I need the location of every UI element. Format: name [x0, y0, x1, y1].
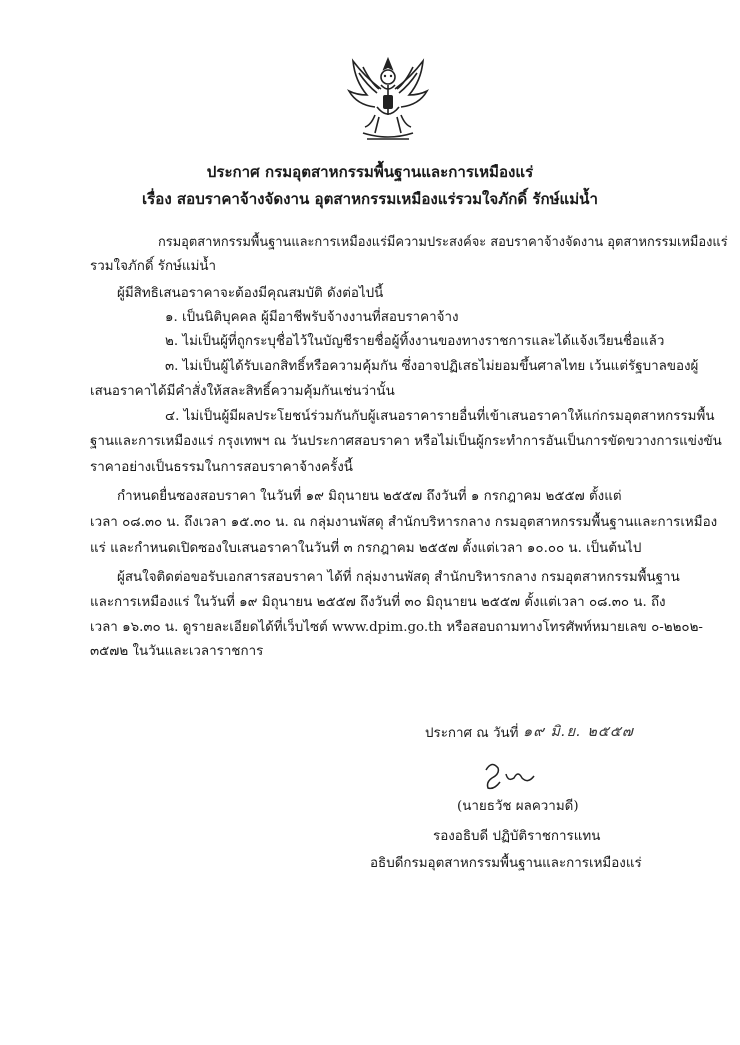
qualification-item-3-cont: เสนอราคาได้มีคำสั่งให้สละสิทธิ์ความคุ้มกันเช่นว่านั้น: [90, 384, 395, 399]
announcement-subject: เรื่อง สอบราคาจ้างจัดงาน อุตสาหกรรมเหมืองแร่รวมใจภักดิ์ รักษ์แม่น้ำ: [142, 190, 598, 208]
bid-opening-date: แร่ และกำหนดเปิดซองใบเสนอราคาในวันที่ ๓ กรกฎาคม ๒๕๕๗ ตั้งแต่เวลา ๑๐.๐๐ น. เป็นต้นไป: [90, 541, 642, 556]
announced-date: ๑๙ มิ.ย. ๒๕๕๗: [523, 724, 634, 740]
qualification-item-4: ๔. ไม่เป็นผู้มีผลประโยชน์ร่วมกันกับผู้เสนอราคารายอื่นที่เข้าเสนอราคาให้แก่กรมอุตสาหกรรมพื้น: [165, 409, 715, 424]
qualification-item-2: ๒. ไม่เป็นผู้ที่ถูกระบุชื่อไว้ในบัญชีรายชื่อผู้ทิ้งงานของทางราชการและได้แจ้งเวียนชื่อแล้ว: [165, 334, 665, 349]
intro-line-2: รวมใจภักดิ์ รักษ์แม่น้ำ: [90, 259, 217, 274]
submission-deadline: กำหนดยื่นซองสอบราคา ในวันที่ ๑๙ มิถุนายน ๒๕๕๗ ถึงวันที่ ๑ กรกฎาคม ๒๕๕๗ ตั้งแต่: [117, 489, 622, 504]
qualification-item-3: ๓. ไม่เป็นผู้ได้รับเอกสิทธิ์หรือความคุ้มกัน ซึ่งอาจปฏิเสธไม่ยอมขึ้นศาลไทย เว้นแต่รัฐบาลของผู้: [165, 359, 699, 374]
signer-role: รองอธิบดี ปฏิบัติราชการแทน: [433, 829, 601, 844]
qualification-item-1: ๑. เป็นนิติบุคคล ผู้มีอาชีพรับจ้างงานที่สอบราคาจ้าง: [165, 310, 459, 325]
signer-organization: อธิบดีกรมอุตสาหกรรมพื้นฐานและการเหมืองแร่: [370, 856, 642, 871]
submission-deadline-cont: เวลา ๐๘.๓๐ น. ถึงเวลา ๑๕.๓๐ น. ณ กลุ่มงานพัสดุ สำนักบริหารกลาง กรมอุตสาหกรรมพื้นฐานและการเหมือง: [90, 515, 718, 530]
garuda-emblem-icon: [345, 55, 431, 145]
signature-mark: [478, 760, 548, 794]
contact-website-phone: เวลา ๑๖.๓๐ น. ดูรายละเอียดได้ที่เว็บไซต์ www.dpim.go.th หรือสอบถามทางโทรศัพท์หมายเลข ๐-๒๒๐๒-: [90, 620, 703, 635]
qualifications-heading: ผู้มีสิทธิเสนอราคาจะต้องมีคุณสมบัติ ดังต่อไปนี้: [117, 286, 384, 301]
qualification-item-4-end: ราคาอย่างเป็นธรรมในการสอบราคาจ้างครั้งนี้: [90, 460, 353, 475]
intro-line-1: กรมอุตสาหกรรมพื้นฐานและการเหมืองแร่มีความประสงค์จะ สอบราคาจ้างจัดงาน อุตสาหกรรมเหมืองแร่: [158, 235, 728, 250]
signer-name: (นายธวัช ผลความดี): [457, 799, 579, 814]
announced-date-label: ประกาศ ณ วันที่: [425, 726, 519, 741]
contact-info-cont: และการเหมืองแร่ ในวันที่ ๑๙ มิถุนายน ๒๕๕๗ ถึงวันที่ ๓๐ มิถุนายน ๒๕๕๗ ตั้งแต่เวลา ๐๘.๓๐ น. ถึง: [90, 595, 666, 610]
contact-info-end: ๓๕๗๒ ในวันและเวลาราชการ: [90, 644, 264, 659]
contact-info: ผู้สนใจติดต่อขอรับเอกสารสอบราคา ได้ที่ กลุ่มงานพัสดุ สำนักบริหารกลาง กรมอุตสาหกรรมพื้นฐาน: [117, 570, 680, 585]
qualification-item-4-cont: ฐานและการเหมืองแร่ กรุงเทพฯ ณ วันประกาศสอบราคา หรือไม่เป็นผู้กระทำการอันเป็นการขัดขวางการแข่งขัน: [90, 434, 722, 449]
announcement-title: ประกาศ กรมอุตสาหกรรมพื้นฐานและการเหมืองแร่: [206, 163, 534, 181]
